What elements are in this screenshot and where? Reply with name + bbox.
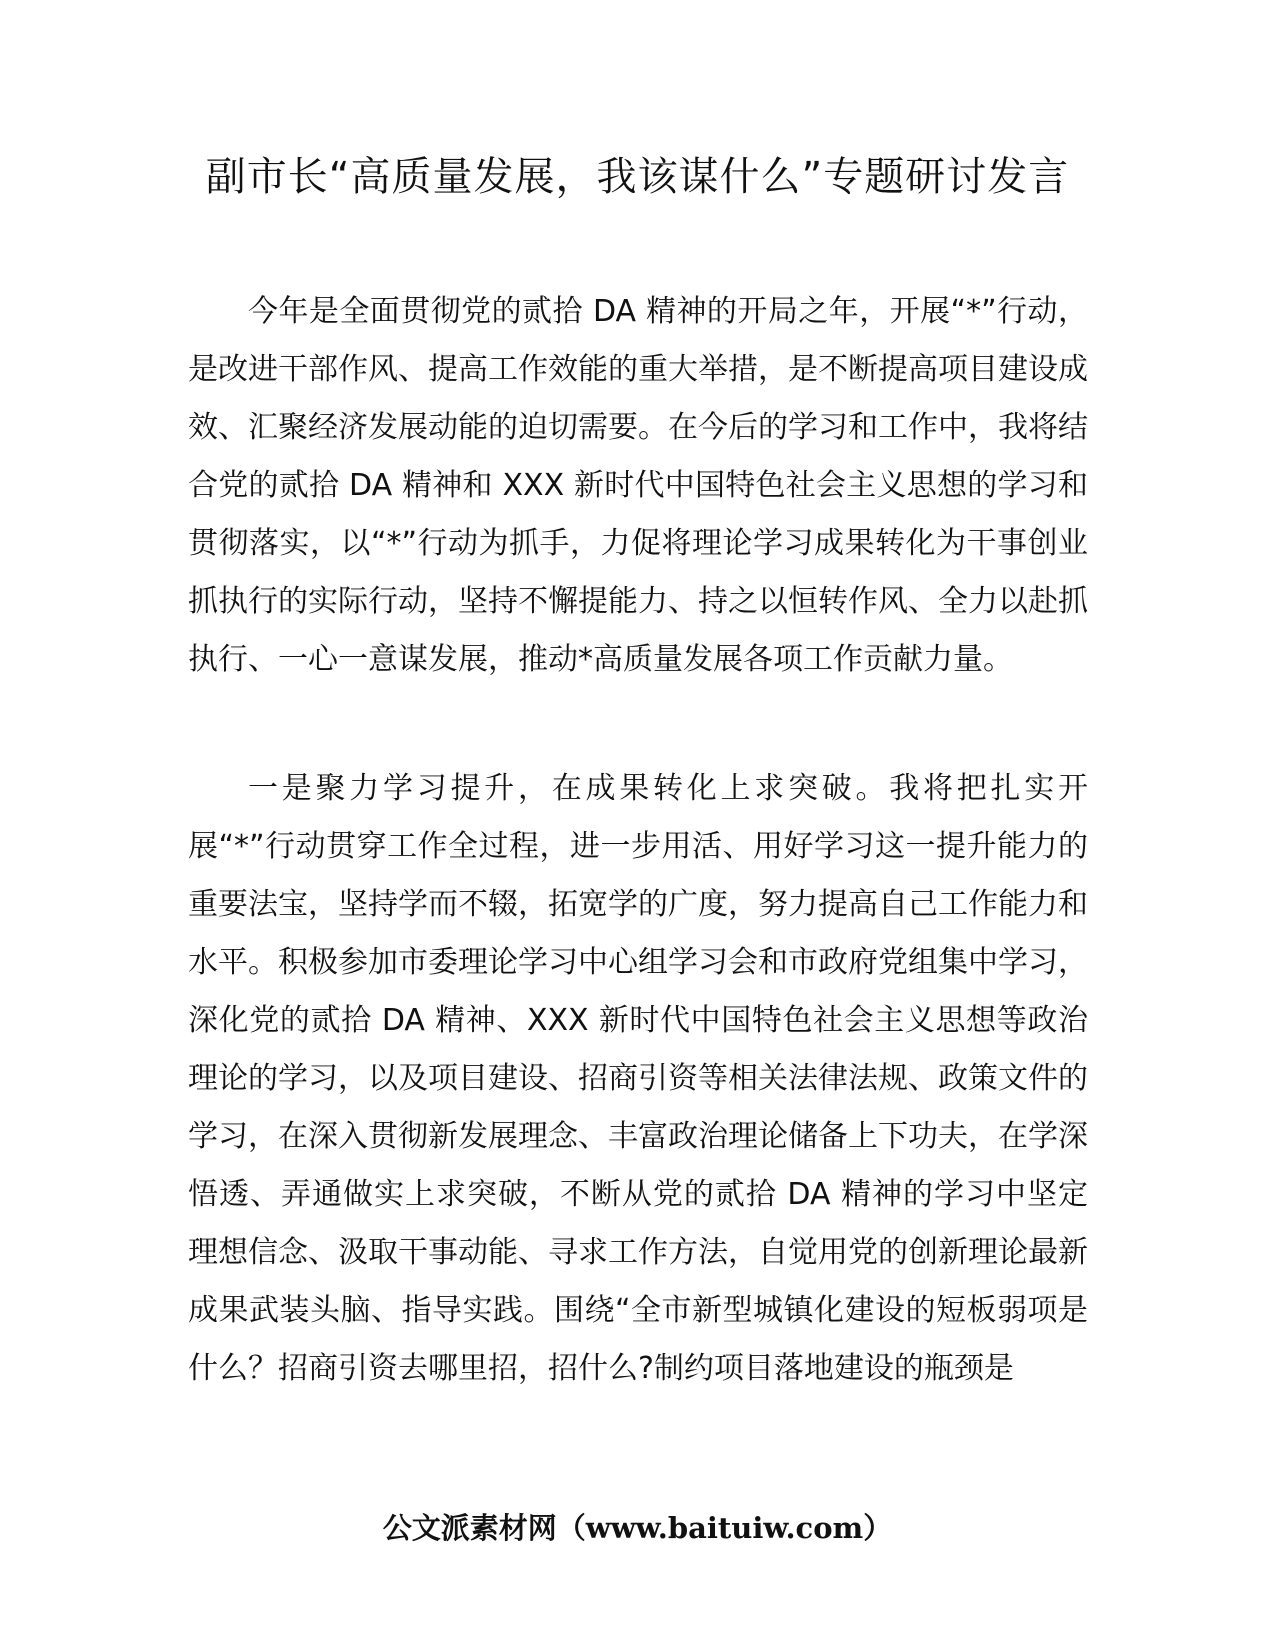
footer-watermark: 公文派素材网（www.baituiw.com） xyxy=(382,1511,893,1545)
document-title: 副市长“高质量发展，我该谋什么”专题研讨发言 xyxy=(205,154,1070,200)
body-paragraph-1: 今年是全面贯彻党的贰拾 DA 精神的开局之年，开展“*”行动，是改进干部作风、提高工作效能的重大举措，是不断提高项目建设成效、汇聚经济发展动能的迫切需要。在今后的学习和工作中，我将结合党的贰拾 DA 精神和 XXX 新时代中国特色社会主义思想的学习和贯彻落实，以“*”行动为抓手，力促将理论学习成果转化为干事创业抓执行的实际行动，坚持不懈提能力、持之以恒转作风、全力以赴抓执行、一心一意谋发展，推动*高质量发展各项工作贡献力量。 xyxy=(188,294,1088,677)
body-paragraph-2: 一是聚力学习提升，在成果转化上求突破。我将把扎实开展“*”行动贯穿工作全过程，进一步用活、用好学习这一提升能力的重要法宝，坚持学而不辍，拓宽学的广度，努力提高自己工作能力和水平。积极参加市委理论学习中心组学习会和市政府党组集中学习，深化党的贰拾 DA 精神、XXX 新时代中国特色社会主义思想等政治理论的学习，以及项目建设、招商引资等相关法律法规、政策文件的学习，在深入贯彻新发展理念、丰富政治理论储备上下功夫，在学深悟透、弄通做实上求突破，不断从党的贰拾 DA 精神的学习中坚定理想信念、汲取干事动能、寻求工作方法，自觉用党的创新理论最新成果武装头脑、指导实践。围绕“全市新型城镇化建设的短板弱项是什么？招商引资去哪里招，招什么?制约项目落地建设的瓶颈是 xyxy=(188,771,1088,1386)
